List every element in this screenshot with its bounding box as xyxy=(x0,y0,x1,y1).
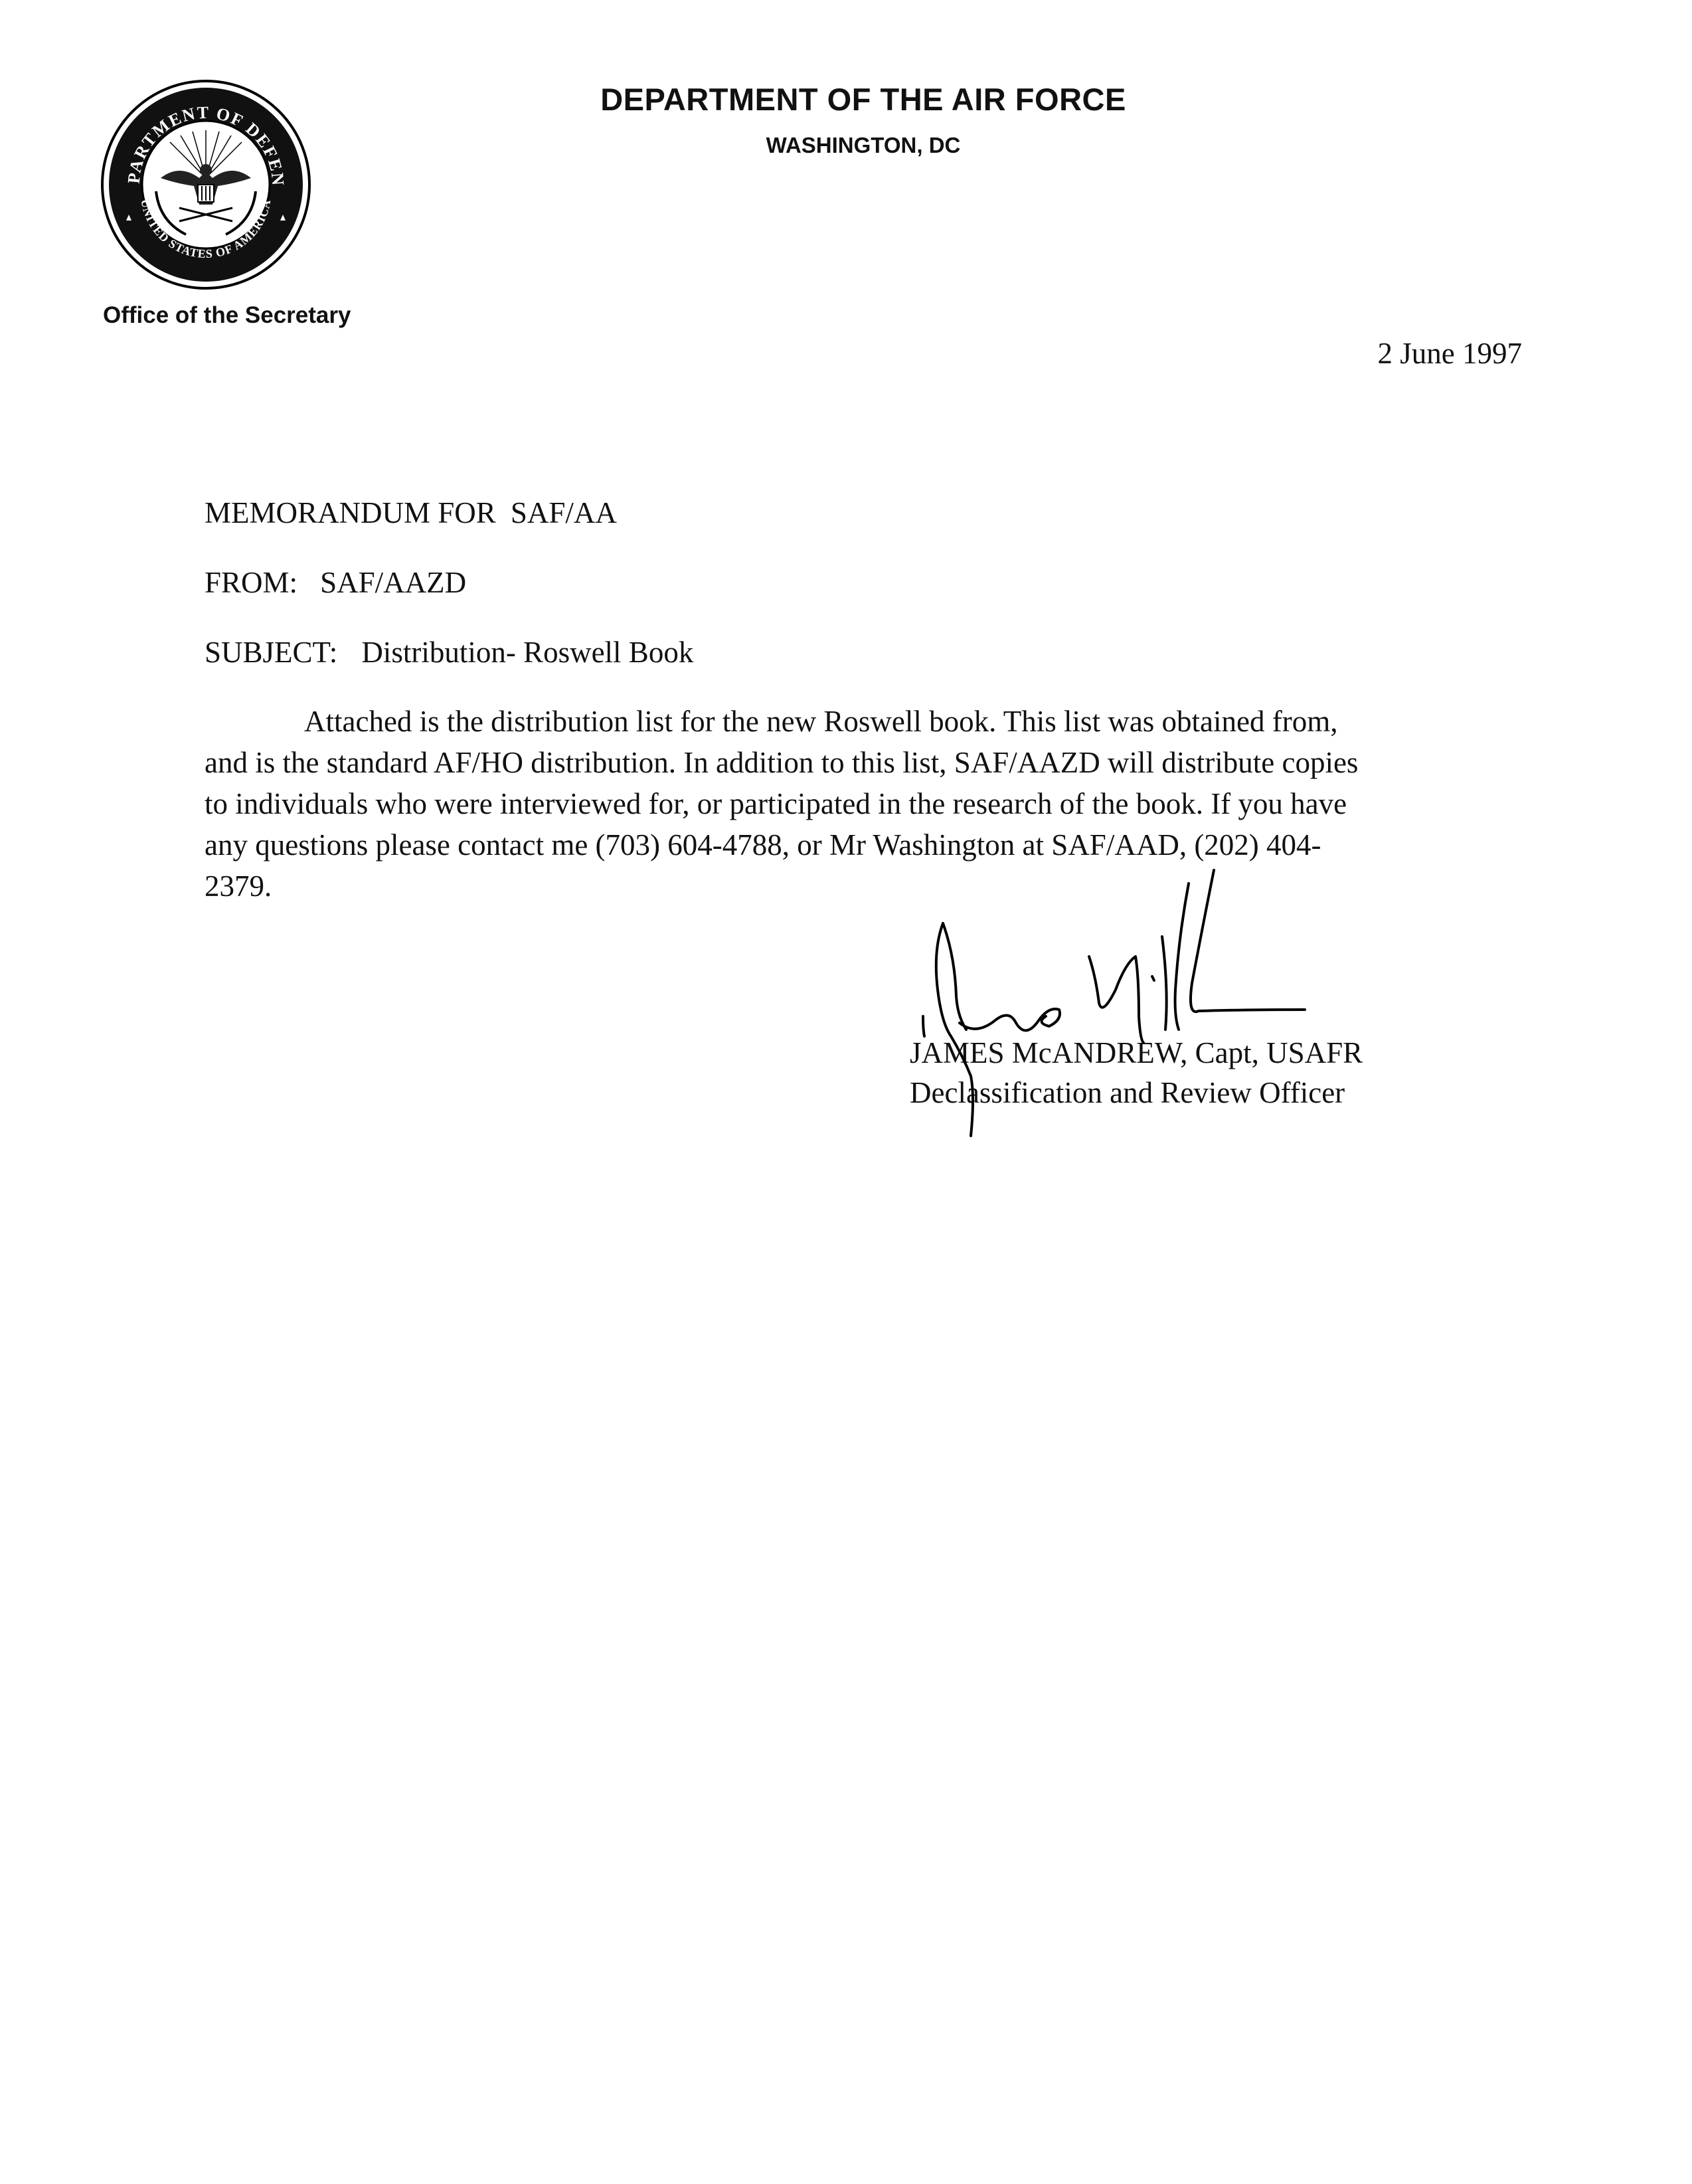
signature-title: Declassification and Review Officer xyxy=(910,1076,1345,1109)
memo-date: 2 June 1997 xyxy=(1377,337,1522,370)
handwritten-signature xyxy=(896,857,1375,1156)
memo-for-value: SAF/AA xyxy=(510,496,617,529)
memo-subject-line xyxy=(205,638,693,668)
seal-bottom-text: UNITED STATES OF AMERICA xyxy=(138,198,274,261)
memo-subject-label: SUBJECT: xyxy=(205,636,338,669)
memo-subject-value: Distribution- Roswell Book xyxy=(361,636,694,669)
dod-seal xyxy=(100,78,312,291)
body-line: and is the standard AF/HO distribution. In addition to this list, SAF/AAZD will distribute copies xyxy=(205,746,1359,779)
seal-top-text: PARTMENT OF DEFEN xyxy=(124,102,288,187)
letterhead-location: WASHINGTON, DC xyxy=(766,133,961,157)
memo-from-line xyxy=(205,568,466,598)
memo-for-line xyxy=(205,498,617,528)
letterhead-department: DEPARTMENT OF THE AIR FORCE xyxy=(600,82,1126,117)
letterhead-office: Office of the Secretary xyxy=(103,302,351,328)
memo-from-label: FROM: xyxy=(205,566,298,599)
body-line: Attached is the distribution list for the new Roswell book. This list was obtained from, xyxy=(304,705,1338,738)
signature-name: JAMES McANDREW, Capt, USAFR xyxy=(910,1036,1363,1069)
body-line: any questions please contact me (703) 604-4788, or Mr Washington at SAF/AAD, (202) 404- xyxy=(205,828,1321,862)
memo-from-value: SAF/AAZD xyxy=(320,566,467,599)
body-line: to individuals who were interviewed for, or participated in the research of the book. If you have xyxy=(205,787,1347,820)
memo-for-label: MEMORANDUM FOR xyxy=(205,496,496,529)
body-line: 2379. xyxy=(205,869,272,903)
